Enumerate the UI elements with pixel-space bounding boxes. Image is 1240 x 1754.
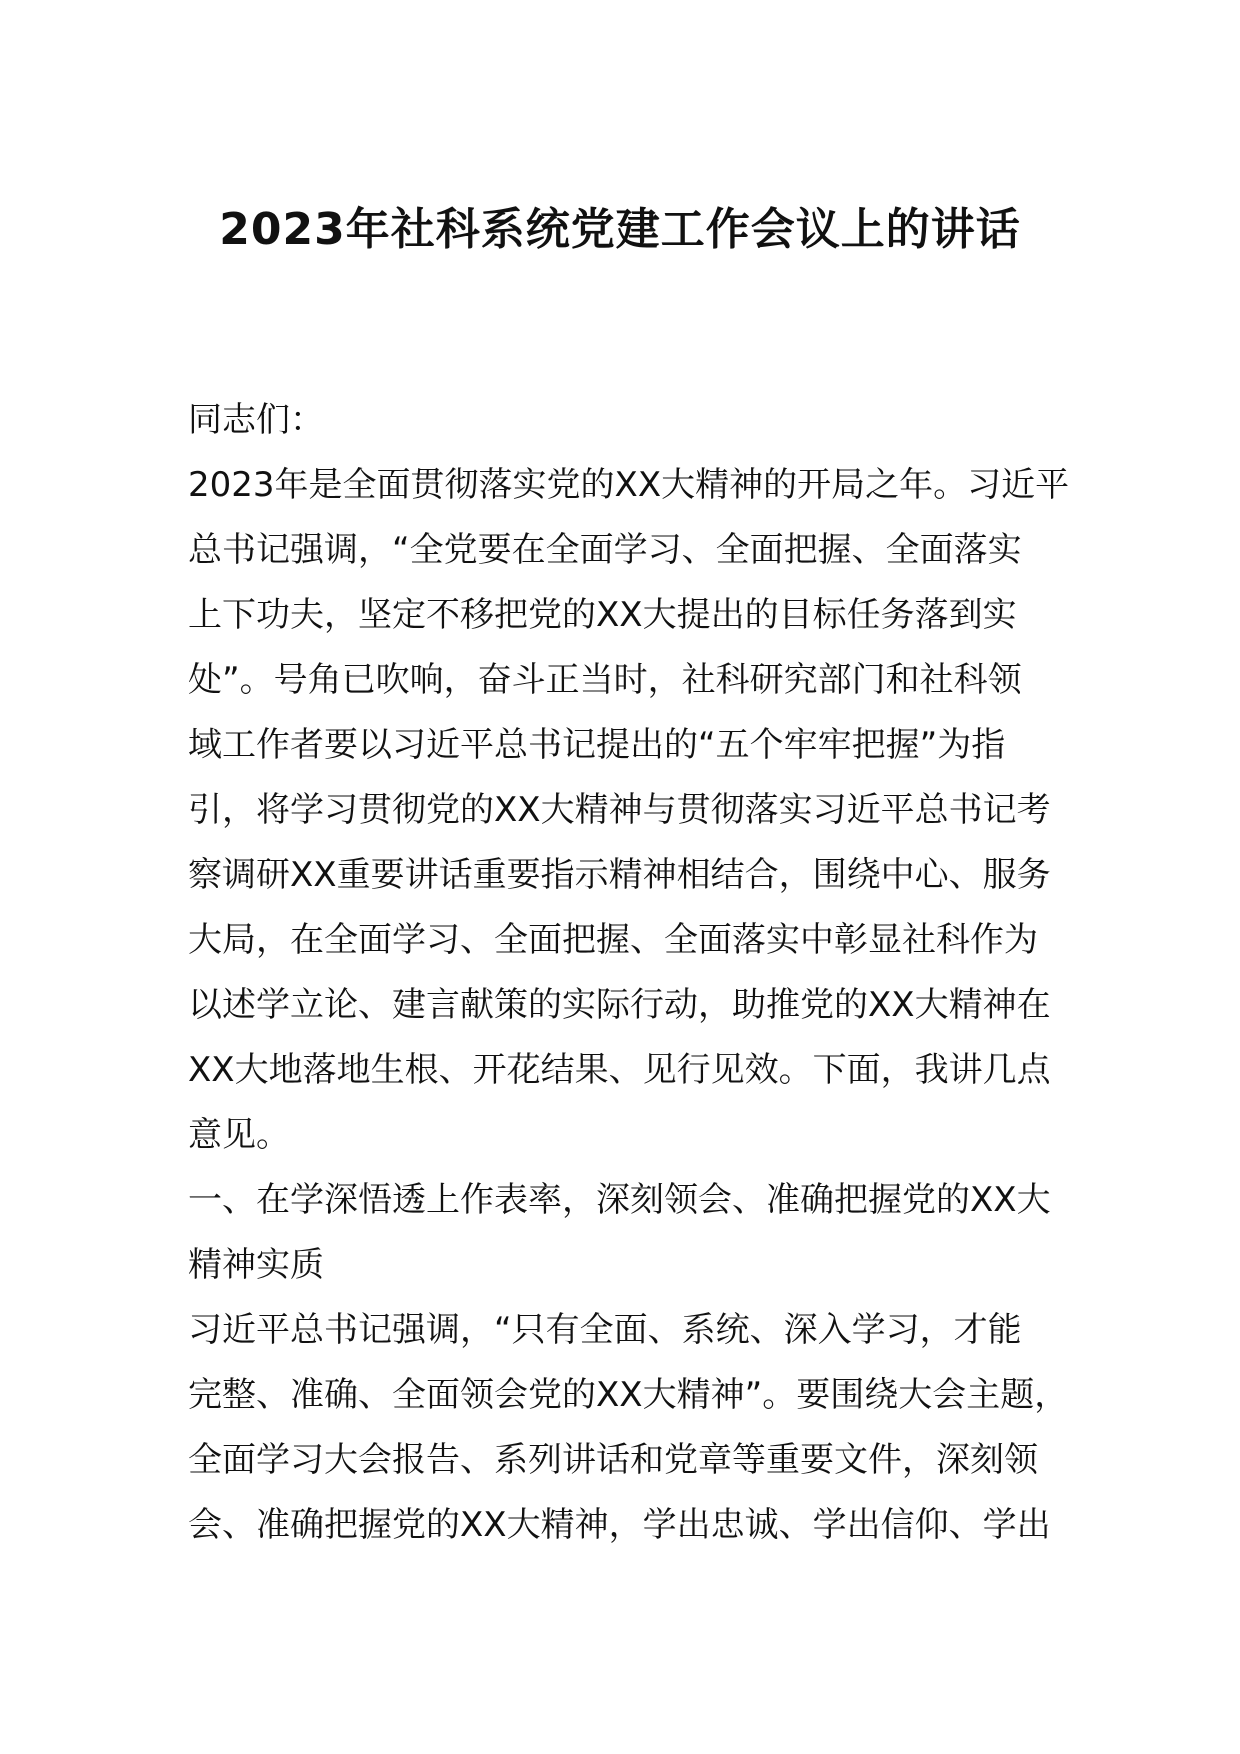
paragraph-line: 上下功夫，坚定不移把党的XX大提出的目标任务落到实 bbox=[188, 595, 1017, 635]
paragraph-line: 察调研XX重要讲话重要指示精神相结合，围绕中心、服务 bbox=[188, 855, 1051, 895]
paragraph-line: 域工作者要以习近平总书记提出的“五个牢牢把握”为指 bbox=[188, 725, 1006, 765]
paragraph-line: 大局，在全面学习、全面把握、全面落实中彰显社科作为 bbox=[188, 920, 1038, 960]
document-title: 2023年社科系统党建工作会议上的讲话 bbox=[219, 204, 1021, 255]
paragraph-line: 全面学习大会报告、系列讲话和党章等重要文件，深刻领 bbox=[188, 1440, 1038, 1480]
section-heading-line: 一、在学深悟透上作表率，深刻领会、准确把握党的XX大 bbox=[188, 1180, 1051, 1220]
paragraph-line: 总书记强调，“全党要在全面学习、全面把握、全面落实 bbox=[188, 530, 1022, 570]
paragraph-line: 以述学立论、建言献策的实际行动，助推党的XX大精神在 bbox=[188, 985, 1051, 1025]
paragraph-line: 处”。号角已吹响，奋斗正当时，社科研究部门和社科领 bbox=[188, 660, 1022, 700]
paragraph-line: 引，将学习贯彻党的XX大精神与贯彻落实习近平总书记考 bbox=[188, 790, 1051, 830]
paragraph-line: 2023年是全面贯彻落实党的XX大精神的开局之年。习近平 bbox=[188, 465, 1070, 505]
paragraph-line: XX大地落地生根、开花结果、见行见效。下面，我讲几点 bbox=[188, 1050, 1051, 1090]
paragraph-line: 会、准确把握党的XX大精神，学出忠诚、学出信仰、学出 bbox=[188, 1505, 1051, 1545]
salutation-line: 同志们： bbox=[188, 400, 324, 440]
section-heading-line: 精神实质 bbox=[188, 1245, 324, 1285]
document-body bbox=[188, 388, 1068, 1558]
paragraph-line: 完整、准确、全面领会党的XX大精神”。要围绕大会主题， bbox=[188, 1375, 1069, 1415]
paragraph-line: 习近平总书记强调，“只有全面、系统、深入学习，才能 bbox=[188, 1310, 1022, 1350]
paragraph-line: 意见。 bbox=[188, 1115, 290, 1155]
